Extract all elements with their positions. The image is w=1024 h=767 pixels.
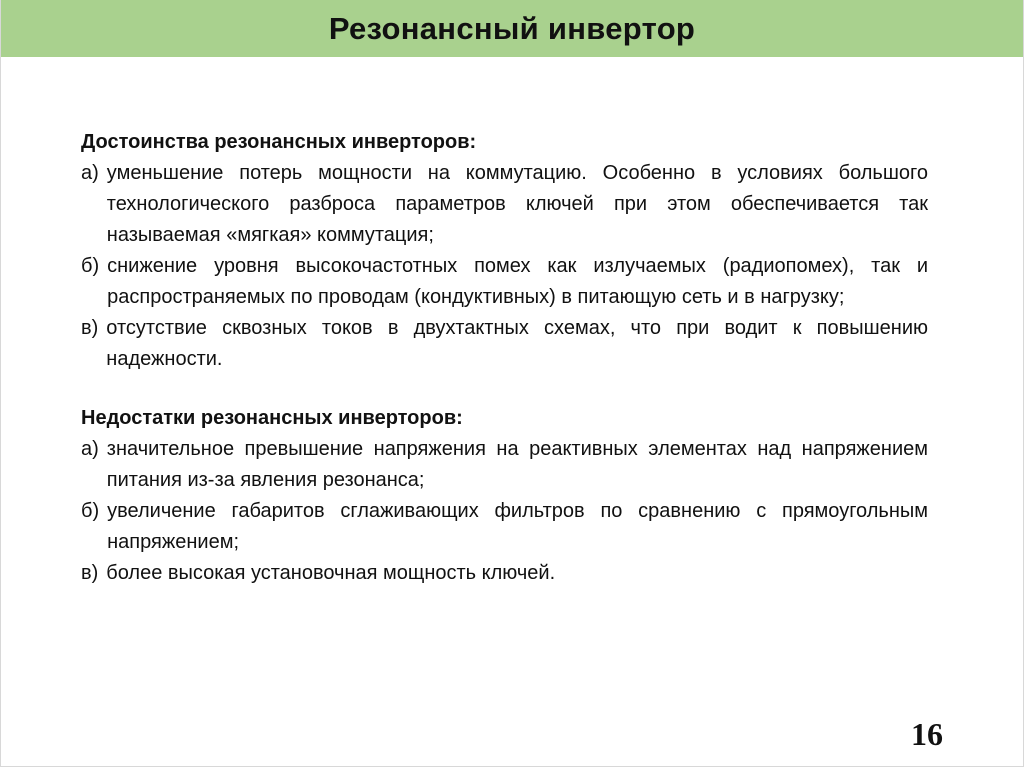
advantages-heading: Достоинства резонансных инверторов:: [81, 131, 477, 153]
advantage-item-c: [81, 313, 928, 375]
item-text: более высокая установочная мощность ключей.: [106, 562, 556, 584]
item-marker: б): [81, 255, 100, 277]
advantage-item-a: [81, 158, 928, 251]
item-text: уменьшение потерь мощности на коммутацию. Особенно в условиях большого технологического разброса параметров ключей при этом обеспечивается так называемая «мягкая» коммутация;: [106, 162, 928, 246]
slide-title: Резонансный инвертор: [328, 10, 696, 46]
disadvantage-item-b: [81, 496, 928, 558]
item-marker: а): [81, 438, 99, 460]
page-number: 16: [911, 716, 943, 752]
item-marker: а): [81, 162, 99, 184]
item-text: увеличение габаритов сглаживающих фильтров по сравнению с прямоугольным напряжением;: [107, 500, 928, 553]
item-marker: в): [81, 317, 99, 339]
disadvantage-item-a: [81, 434, 928, 496]
item-text: снижение уровня высокочастотных помех как излучаемых (радиопомех), так и распространяемых по проводам (кондуктивных) в питающую сеть и в нагрузку;: [107, 255, 928, 308]
advantage-item-b: [81, 251, 928, 313]
item-marker: в): [81, 562, 99, 584]
slide-content: [81, 127, 928, 589]
item-text: отсутствие сквозных токов в двухтактных схемах, что при водит к повышению надежности.: [106, 317, 928, 370]
item-text: значительное превышение напряжения на реактивных элементах над напряжением питания из-за явления резонанса;: [106, 438, 928, 491]
disadvantages-heading: Недостатки резонансных инверторов:: [81, 407, 463, 429]
item-marker: б): [81, 500, 100, 522]
title-bar: [1, 0, 1023, 57]
section-gap: [81, 375, 928, 403]
disadvantage-item-c: [81, 558, 928, 589]
